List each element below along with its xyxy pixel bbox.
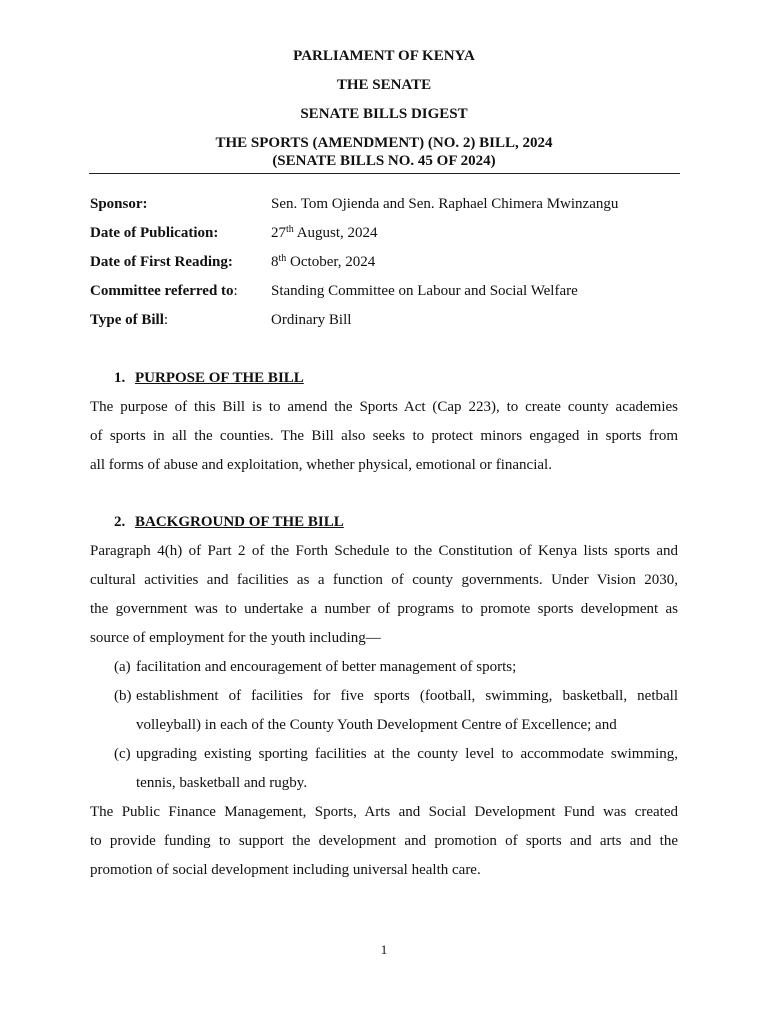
doc-title-parliament: PARLIAMENT OF KENYA (293, 48, 475, 64)
meta-row-first-reading (90, 252, 690, 272)
purpose-paragraph (90, 393, 678, 480)
paragraph-line: the government was to undertake a number of programs to promote sports development as (90, 601, 678, 617)
meta-row-type (90, 310, 690, 330)
publication-label: Date of Publication: (90, 225, 219, 241)
first-reading-value: 8th October, 2024 (271, 253, 376, 270)
bill-title: THE SPORTS (AMENDMENT) (NO. 2) BILL, 2024 (215, 135, 553, 151)
paragraph-line: of sports in all the counties. The Bill also seeks to protect minors engaged in sports from (90, 428, 678, 444)
type-value: Ordinary Bill (271, 312, 352, 328)
list-item-line: establishment of facilities for five sports (football, swimming, basketball, netball (136, 688, 678, 704)
paragraph-line: promotion of social development including universal health care. (90, 862, 481, 878)
list-item-line: volleyball) in each of the County Youth Development Centre of Excellence; and (136, 717, 617, 733)
list-item-line: facilitation and encouragement of better management of sports; (136, 659, 517, 675)
list-item-line: upgrading existing sporting facilities at the county level to accommodate swimming, (136, 746, 678, 762)
section-heading-background: 2. BACKGROUND OF THE BILL (114, 514, 344, 530)
paragraph-line: The purpose of this Bill is to amend the Sports Act (Cap 223), to create county academies (90, 399, 678, 415)
bill-number: (SENATE BILLS NO. 45 OF 2024) (272, 153, 496, 169)
type-label: Type of Bill: (90, 312, 169, 328)
page-number: 1 (380, 942, 388, 957)
committee-value: Standing Committee on Labour and Social Welfare (271, 283, 578, 299)
paragraph-line: Paragraph 4(h) of Part 2 of the Forth Schedule to the Constitution of Kenya lists sports and (90, 543, 678, 559)
list-item-line: tennis, basketball and rugby. (136, 775, 308, 791)
publication-value: 27th August, 2024 (271, 224, 378, 241)
sponsor-label: Sponsor: (90, 196, 148, 212)
meta-row-committee (90, 281, 690, 301)
paragraph-line: source of employment for the youth including— (90, 630, 381, 646)
sponsor-value: Sen. Tom Ojienda and Sen. Raphael Chimera Mwinzangu (271, 196, 619, 212)
committee-label: Committee referred to: (90, 283, 238, 299)
paragraph-line: to provide funding to support the development and promotion of sports and arts and the (90, 833, 678, 849)
header-divider (89, 173, 680, 174)
meta-row-publication (90, 223, 690, 243)
background-closing-paragraph (90, 798, 678, 885)
background-intro-paragraph (90, 537, 678, 653)
doc-title-digest: SENATE BILLS DIGEST (300, 106, 468, 122)
first-reading-label: Date of First Reading: (90, 254, 233, 270)
doc-title-senate: THE SENATE (336, 77, 432, 93)
paragraph-line: all forms of abuse and exploitation, whether physical, emotional or financial. (90, 457, 552, 473)
meta-row-sponsor (90, 194, 690, 214)
section-heading-purpose: 1. PURPOSE OF THE BILL (114, 370, 304, 386)
paragraph-line: The Public Finance Management, Sports, Arts and Social Development Fund was created (90, 804, 678, 820)
paragraph-line: cultural activities and facilities as a function of county governments. Under Vision 2030, (90, 572, 678, 588)
